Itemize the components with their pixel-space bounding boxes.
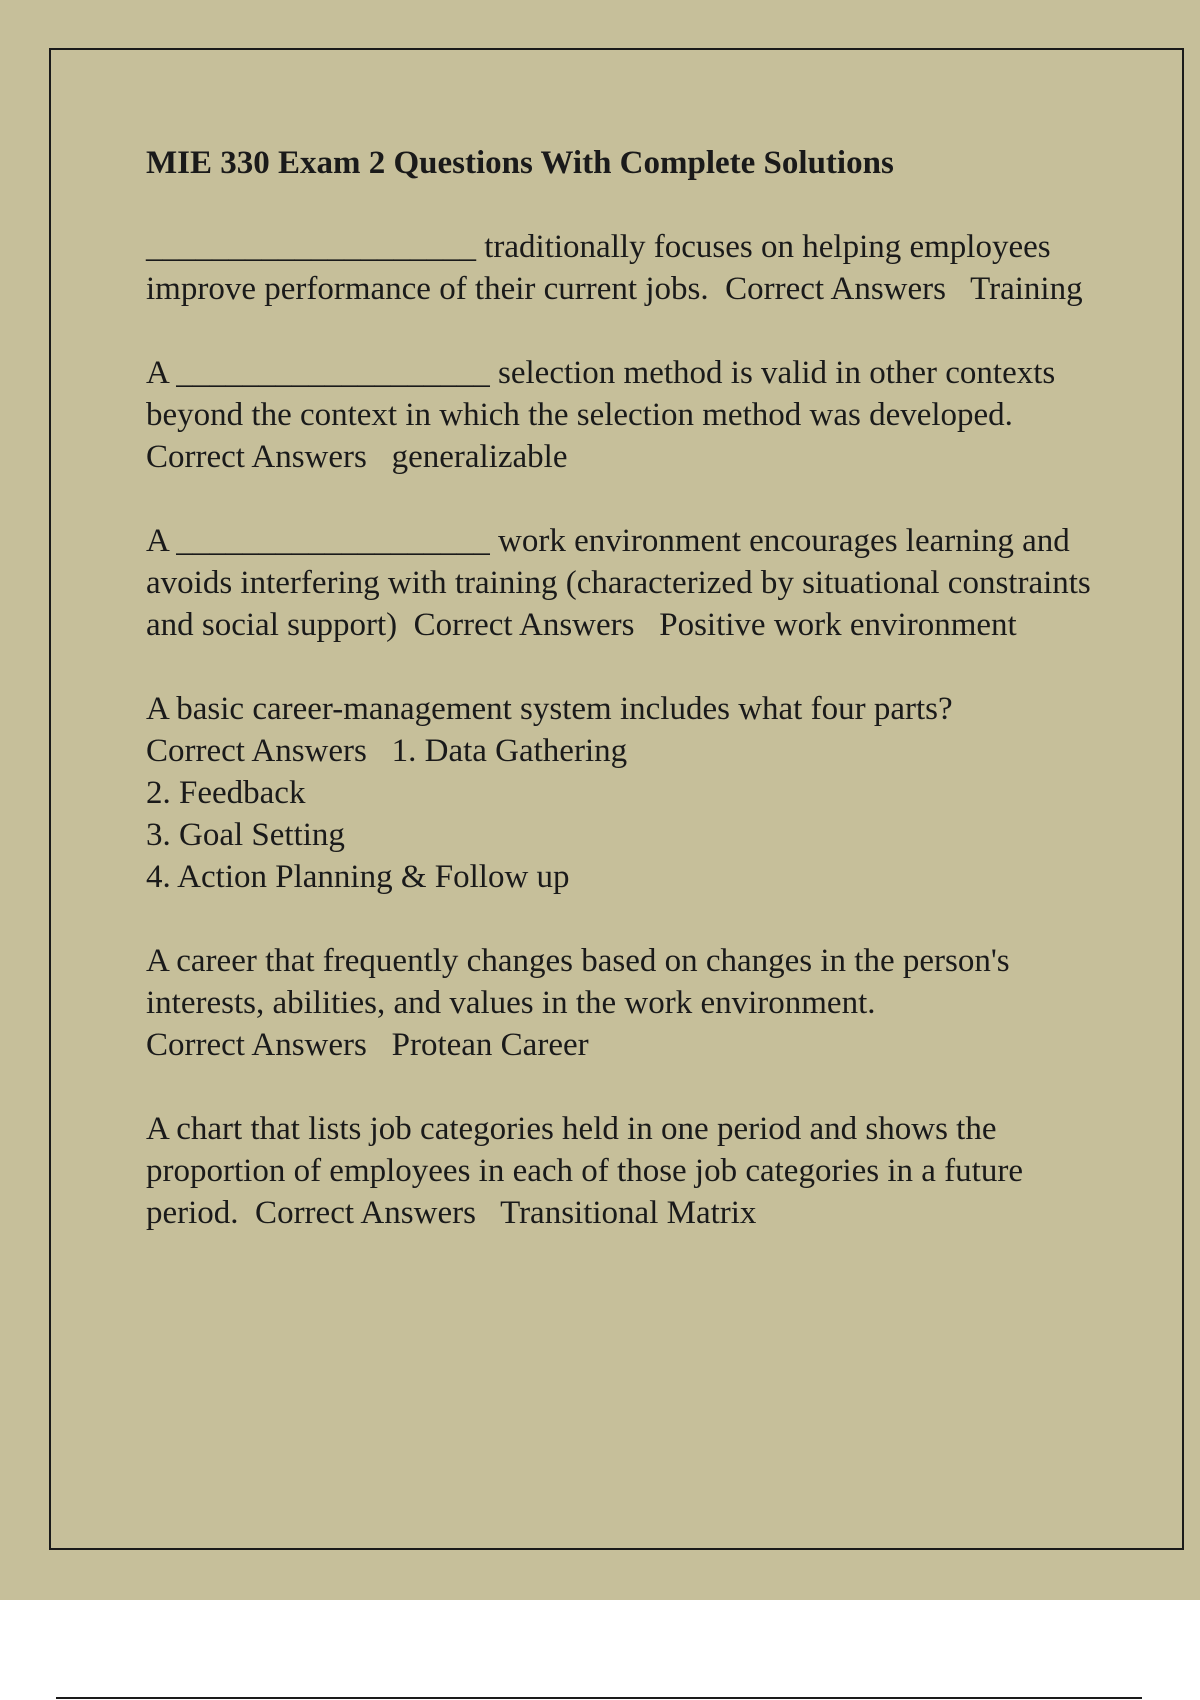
qa-item-generalizable (146, 352, 1106, 478)
document-content (146, 142, 1106, 1276)
qa-text: ____________________ traditionally focuses on helping employees improve performance of their current jobs. Correct Answers Training (146, 229, 1083, 307)
qa-item-positive-work-environment (146, 520, 1106, 646)
answer-line: Correct Answers Protean Career (146, 1027, 589, 1063)
qa-item-transitional-matrix (146, 1108, 1106, 1234)
answer-line: 2. Feedback (146, 775, 306, 811)
qa-text: A ___________________ work environment encourages learning and avoids interfering with training (characterized by situational constraints and social support) Correct Answers Positive work environment (146, 523, 1100, 643)
answer-line: Correct Answers 1. Data Gathering (146, 733, 628, 769)
qa-text: A career that frequently changes based on changes in the person's interests, abilities, and values in the work environment. (146, 943, 1018, 1021)
footer-divider (56, 1697, 1142, 1699)
document-title: MIE 330 Exam 2 Questions With Complete Solutions (146, 145, 894, 181)
qa-item-training (146, 226, 1106, 310)
qa-item-career-management-system (146, 688, 1106, 898)
qa-text: A chart that lists job categories held in one period and shows the proportion of employees in each of those job categories in a future period. Correct Answers Transitional Matrix (146, 1111, 1032, 1231)
answer-line: 3. Goal Setting (146, 817, 345, 853)
answer-line: 4. Action Planning & Follow up (146, 859, 570, 895)
qa-text: A basic career-management system includes what four parts? (146, 691, 953, 727)
qa-text: A ___________________ selection method is valid in other contexts beyond the context in which the selection method was developed. Correct Answers generalizable (146, 355, 1064, 475)
qa-item-protean-career (146, 940, 1106, 1066)
